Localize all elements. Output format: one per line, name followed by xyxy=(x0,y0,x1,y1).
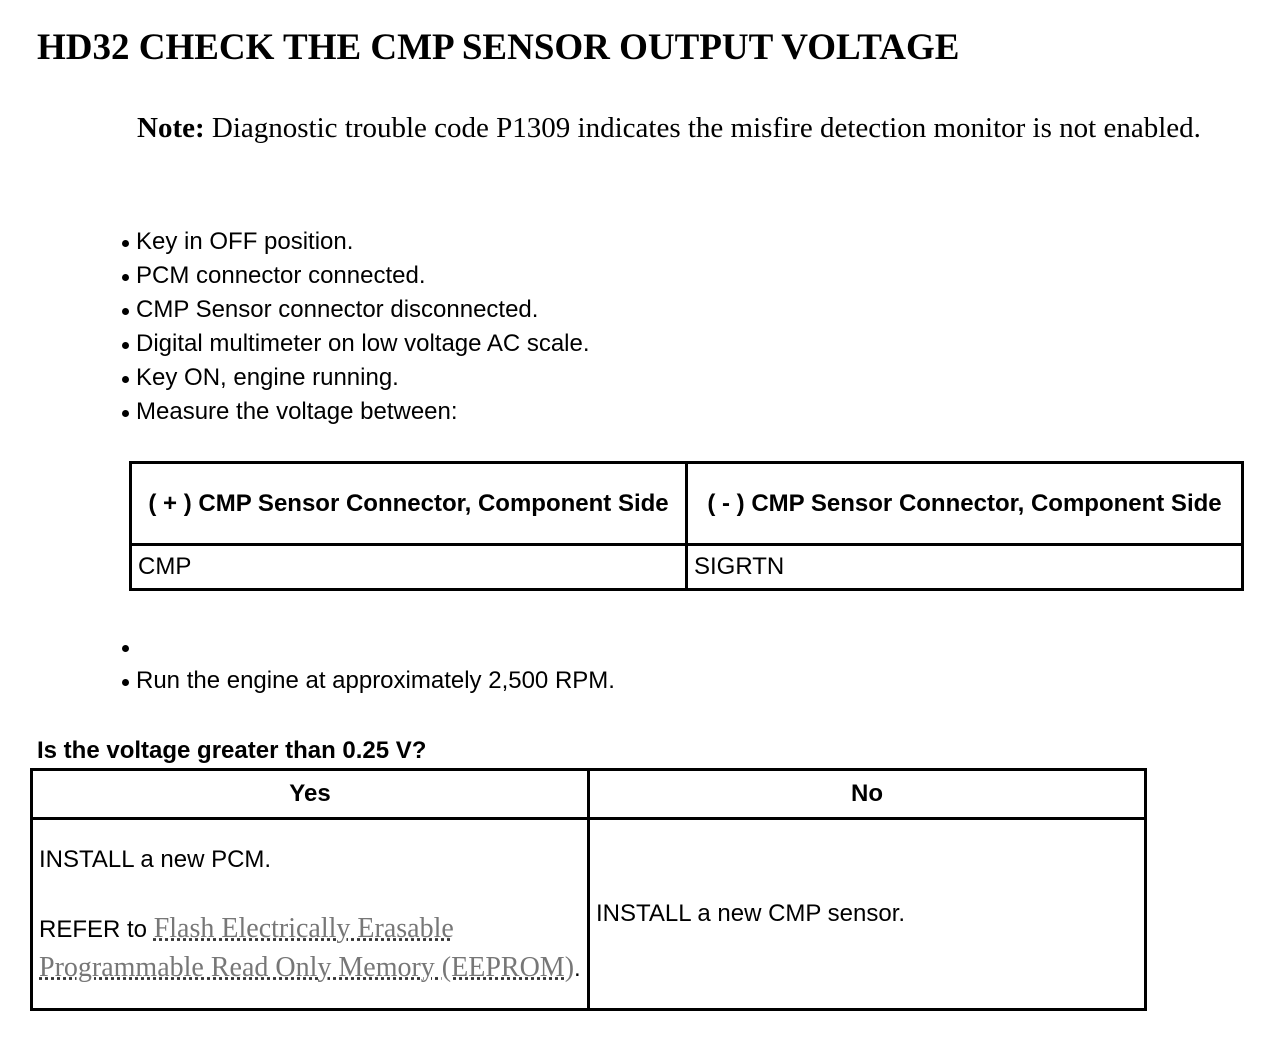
positive-lead-cell: CMP xyxy=(131,545,687,590)
measurement-table xyxy=(129,461,1244,591)
step-multimeter: Digital multimeter on low voltage AC scale. xyxy=(117,327,590,361)
no-action: INSTALL a new CMP sensor. xyxy=(589,819,1146,1010)
positive-lead-header: ( + ) CMP Sensor Connector, Component Side xyxy=(131,463,687,545)
run-steps-list xyxy=(117,630,615,698)
eeprom-link[interactable]: Flash Electrically Erasable Programmable Read Only Memory (EEPROM) xyxy=(39,912,575,983)
refer-suffix: . xyxy=(574,954,581,982)
diagnostic-note xyxy=(137,109,1217,148)
step-measure: Measure the voltage between: xyxy=(117,395,590,429)
yes-refer xyxy=(39,910,581,988)
test-question: Is the voltage greater than 0.25 V? xyxy=(37,737,427,764)
step-run-engine: Run the engine at approximately 2,500 RPM. xyxy=(117,664,615,698)
answer-table xyxy=(30,768,1147,1011)
step-key-on: Key ON, engine running. xyxy=(117,361,590,395)
refer-prefix: REFER to xyxy=(39,915,154,943)
yes-header: Yes xyxy=(32,770,589,819)
note-label: Note: xyxy=(137,112,205,144)
step-cmp-disconnected: CMP Sensor connector disconnected. xyxy=(117,293,590,327)
page-title: HD32 CHECK THE CMP SENSOR OUTPUT VOLTAGE xyxy=(37,27,960,68)
empty-step xyxy=(117,630,615,664)
negative-lead-cell: SIGRTN xyxy=(687,545,1243,590)
negative-lead-header: ( - ) CMP Sensor Connector, Component Side xyxy=(687,463,1243,545)
no-header: No xyxy=(589,770,1146,819)
setup-steps-list xyxy=(117,225,590,429)
step-key-off: Key in OFF position. xyxy=(117,225,590,259)
yes-action: INSTALL a new PCM. xyxy=(39,845,272,873)
step-pcm-connected: PCM connector connected. xyxy=(117,259,590,293)
yes-cell xyxy=(32,819,589,1010)
note-text: Diagnostic trouble code P1309 indicates the misfire detection monitor is not enabled. xyxy=(211,112,1201,144)
